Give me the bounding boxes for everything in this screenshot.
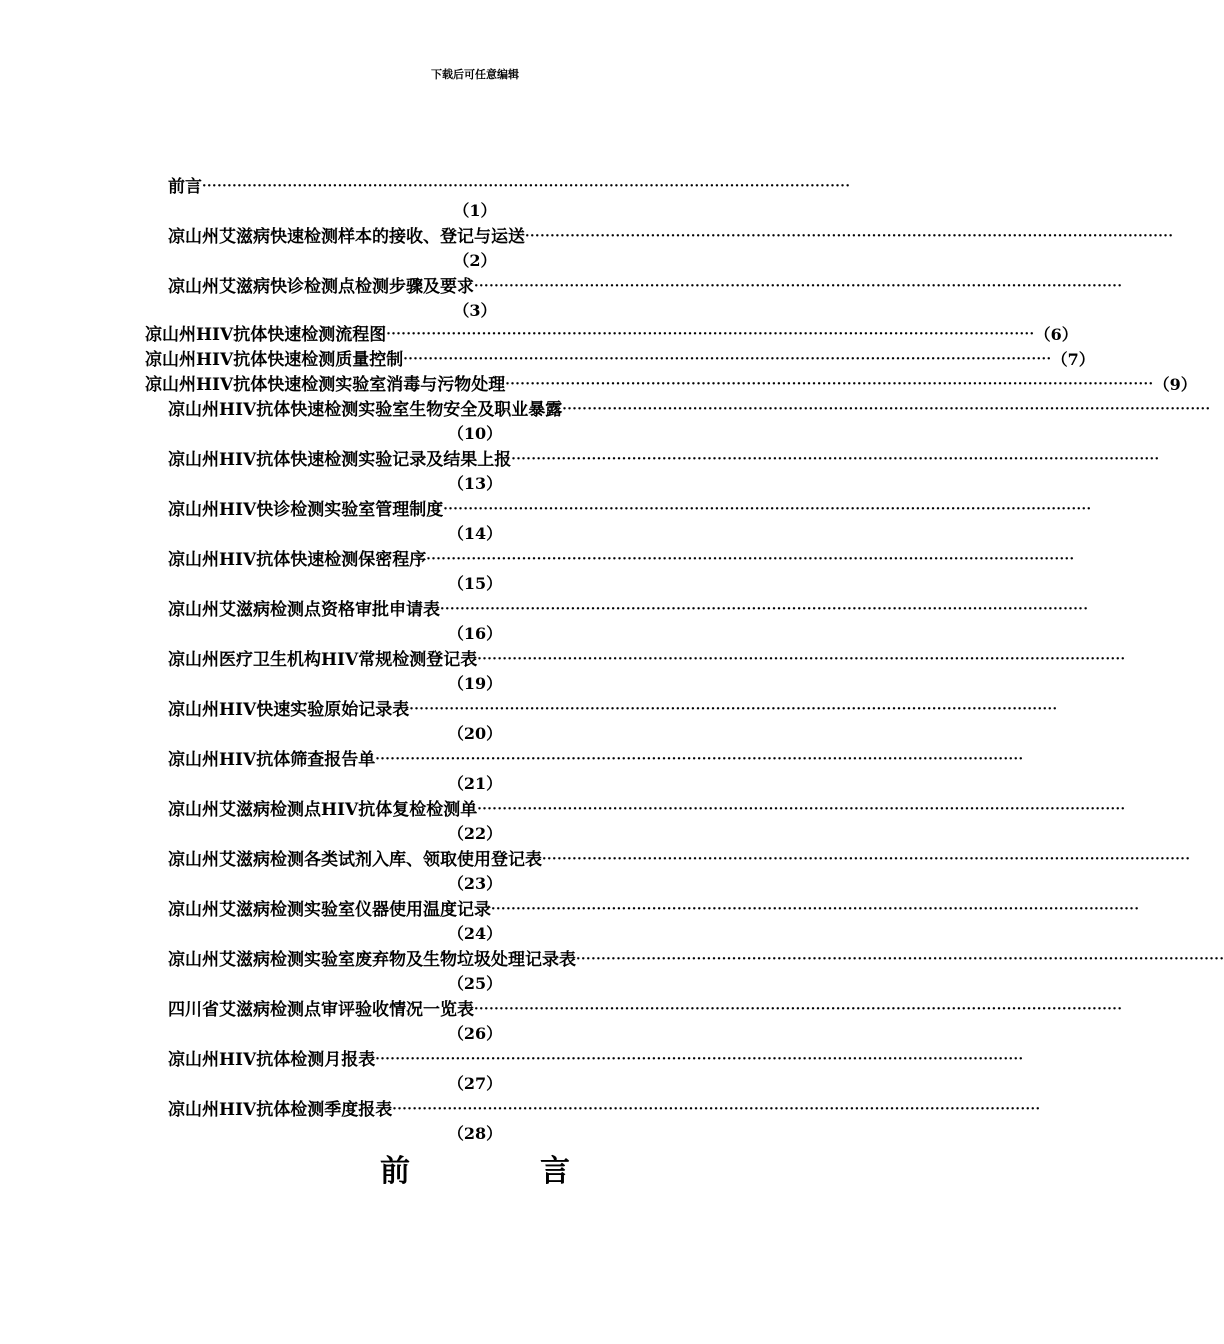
- toc-entry-page: （15）: [447, 574, 503, 593]
- toc-entry[interactable]: [0, 848, 1191, 893]
- toc-entry[interactable]: [0, 548, 1075, 593]
- toc-entry-page: （27）: [447, 1074, 503, 1093]
- toc-entry-page: （7）: [1051, 350, 1095, 369]
- toc-entry[interactable]: [0, 748, 1024, 793]
- dot-leader: ·································································································································: [474, 279, 1123, 294]
- dot-leader: ·································································································································: [386, 327, 1035, 342]
- toc-entry-page: （19）: [447, 674, 503, 693]
- toc-entry-title: 凉山州艾滋病检测各类试剂入库、领取使用登记表: [168, 850, 542, 870]
- toc-entry-page: （10）: [447, 424, 503, 443]
- toc-entry-title: 凉山州艾滋病检测实验室废弃物及生物垃圾处理记录表: [168, 950, 576, 970]
- dot-leader: ·································································································································: [474, 1002, 1123, 1017]
- toc-entry[interactable]: [0, 498, 1092, 543]
- toc-entry-title: 凉山州HIV抗体检测月报表: [168, 1050, 376, 1070]
- toc-entry[interactable]: [0, 598, 1089, 643]
- toc-entry-title: 凉山州HIV抗体快速检测实验记录及结果上报: [168, 450, 512, 470]
- toc-entry-page: （21）: [447, 774, 503, 793]
- dot-leader: ·································································································································: [375, 1052, 1024, 1067]
- toc-entry-title: 凉山州艾滋病检测实验室仪器使用温度记录: [168, 900, 491, 920]
- toc-entry[interactable]: [0, 348, 1095, 372]
- header-note: 下载后可任意编辑: [431, 68, 519, 81]
- toc-entry-title: 凉山州艾滋病快速检测样本的接收、登记与运送: [168, 227, 525, 247]
- toc-entry[interactable]: [0, 1098, 1041, 1143]
- toc-entry[interactable]: [0, 225, 1174, 270]
- toc-entry-page: （26）: [447, 1024, 503, 1043]
- dot-leader: ·································································································································: [440, 602, 1089, 617]
- toc-entry[interactable]: [0, 798, 1126, 843]
- dot-leader: ·································································································································: [477, 652, 1126, 667]
- toc-entry-page: （2）: [453, 251, 497, 270]
- toc-entry-title: 凉山州医疗卫生机构HIV常规检测登记表: [168, 650, 478, 670]
- toc-entry-page: （24）: [447, 924, 503, 943]
- toc-entry[interactable]: [0, 275, 1123, 320]
- toc-entry-page: （28）: [447, 1124, 503, 1143]
- toc-entry-title: 凉山州HIV抗体快速检测实验室生物安全及职业暴露: [168, 400, 563, 420]
- dot-leader: ·································································································································: [443, 502, 1092, 517]
- toc-entry[interactable]: [0, 1048, 1024, 1093]
- toc-entry-page: （3）: [453, 301, 497, 320]
- toc-entry-title: 凉山州HIV抗体快速检测保密程序: [168, 550, 427, 570]
- toc-entry[interactable]: [0, 898, 1140, 943]
- toc-entry[interactable]: [0, 175, 950, 220]
- toc-entry-page: （16）: [447, 624, 503, 643]
- dot-leader: ·································································································································: [202, 179, 851, 194]
- dot-leader: ·································································································································: [525, 229, 1174, 244]
- toc-entry[interactable]: [0, 698, 1058, 743]
- toc-entry-title: 凉山州HIV抗体快速检测质量控制: [145, 350, 404, 370]
- dot-leader: ·································································································································: [511, 452, 1160, 467]
- toc-entry-page: （13）: [447, 474, 503, 493]
- toc-entry-title: 前言: [168, 177, 202, 197]
- toc-entry-title: 凉山州艾滋病快诊检测点检测步骤及要求: [168, 277, 474, 297]
- toc-entry-page: （9）: [1153, 375, 1197, 394]
- toc-entry-title: 凉山州HIV抗体快速检测实验室消毒与污物处理: [145, 375, 506, 395]
- toc-entry[interactable]: [0, 373, 1197, 397]
- section-title-char: 言: [540, 1154, 570, 1189]
- toc-entry-page: （20）: [447, 724, 503, 743]
- toc-entry-title: 凉山州HIV抗体检测季度报表: [168, 1100, 393, 1120]
- dot-leader: ·································································································································: [576, 952, 1224, 967]
- toc-entry[interactable]: [0, 398, 1211, 443]
- toc-entry[interactable]: [0, 998, 1123, 1043]
- dot-leader: ·································································································································: [375, 752, 1024, 767]
- dot-leader: ·································································································································: [409, 702, 1058, 717]
- toc-entry-page: （23）: [447, 874, 503, 893]
- toc-entry-page: （22）: [447, 824, 503, 843]
- dot-leader: ·································································································································: [562, 402, 1211, 417]
- dot-leader: ·································································································································: [392, 1102, 1041, 1117]
- dot-leader: ·································································································································: [505, 377, 1154, 392]
- toc-entry-title: 凉山州HIV抗体筛查报告单: [168, 750, 376, 770]
- dot-leader: ·································································································································: [491, 902, 1140, 917]
- toc-entry-title: 凉山州HIV抗体快速检测流程图: [145, 325, 387, 345]
- toc-entry-title: 凉山州HIV快速实验原始记录表: [168, 700, 410, 720]
- toc-entry-page: （14）: [447, 524, 503, 543]
- toc-entry-title: 凉山州HIV快诊检测实验室管理制度: [168, 500, 444, 520]
- toc-entry[interactable]: [0, 648, 1126, 693]
- toc-entry-page: （1）: [453, 201, 497, 220]
- toc-entry-page: （6）: [1034, 325, 1078, 344]
- toc-entry[interactable]: [0, 448, 1160, 493]
- toc-entry[interactable]: [0, 948, 1224, 993]
- toc-entry-title: 凉山州艾滋病检测点HIV抗体复检检测单: [168, 800, 478, 820]
- toc-entry-page: （25）: [447, 974, 503, 993]
- dot-leader: ·································································································································: [477, 802, 1126, 817]
- toc-entry[interactable]: [0, 323, 1078, 347]
- dot-leader: ·································································································································: [403, 352, 1052, 367]
- toc-entry-title: 凉山州艾滋病检测点资格审批申请表: [168, 600, 440, 620]
- section-title-char: 前: [380, 1154, 410, 1189]
- dot-leader: ·································································································································: [426, 552, 1075, 567]
- toc-entry-title: 四川省艾滋病检测点审评验收情况一览表: [168, 1000, 474, 1020]
- dot-leader: ·································································································································: [542, 852, 1191, 867]
- section-title-preface: [0, 1150, 950, 1194]
